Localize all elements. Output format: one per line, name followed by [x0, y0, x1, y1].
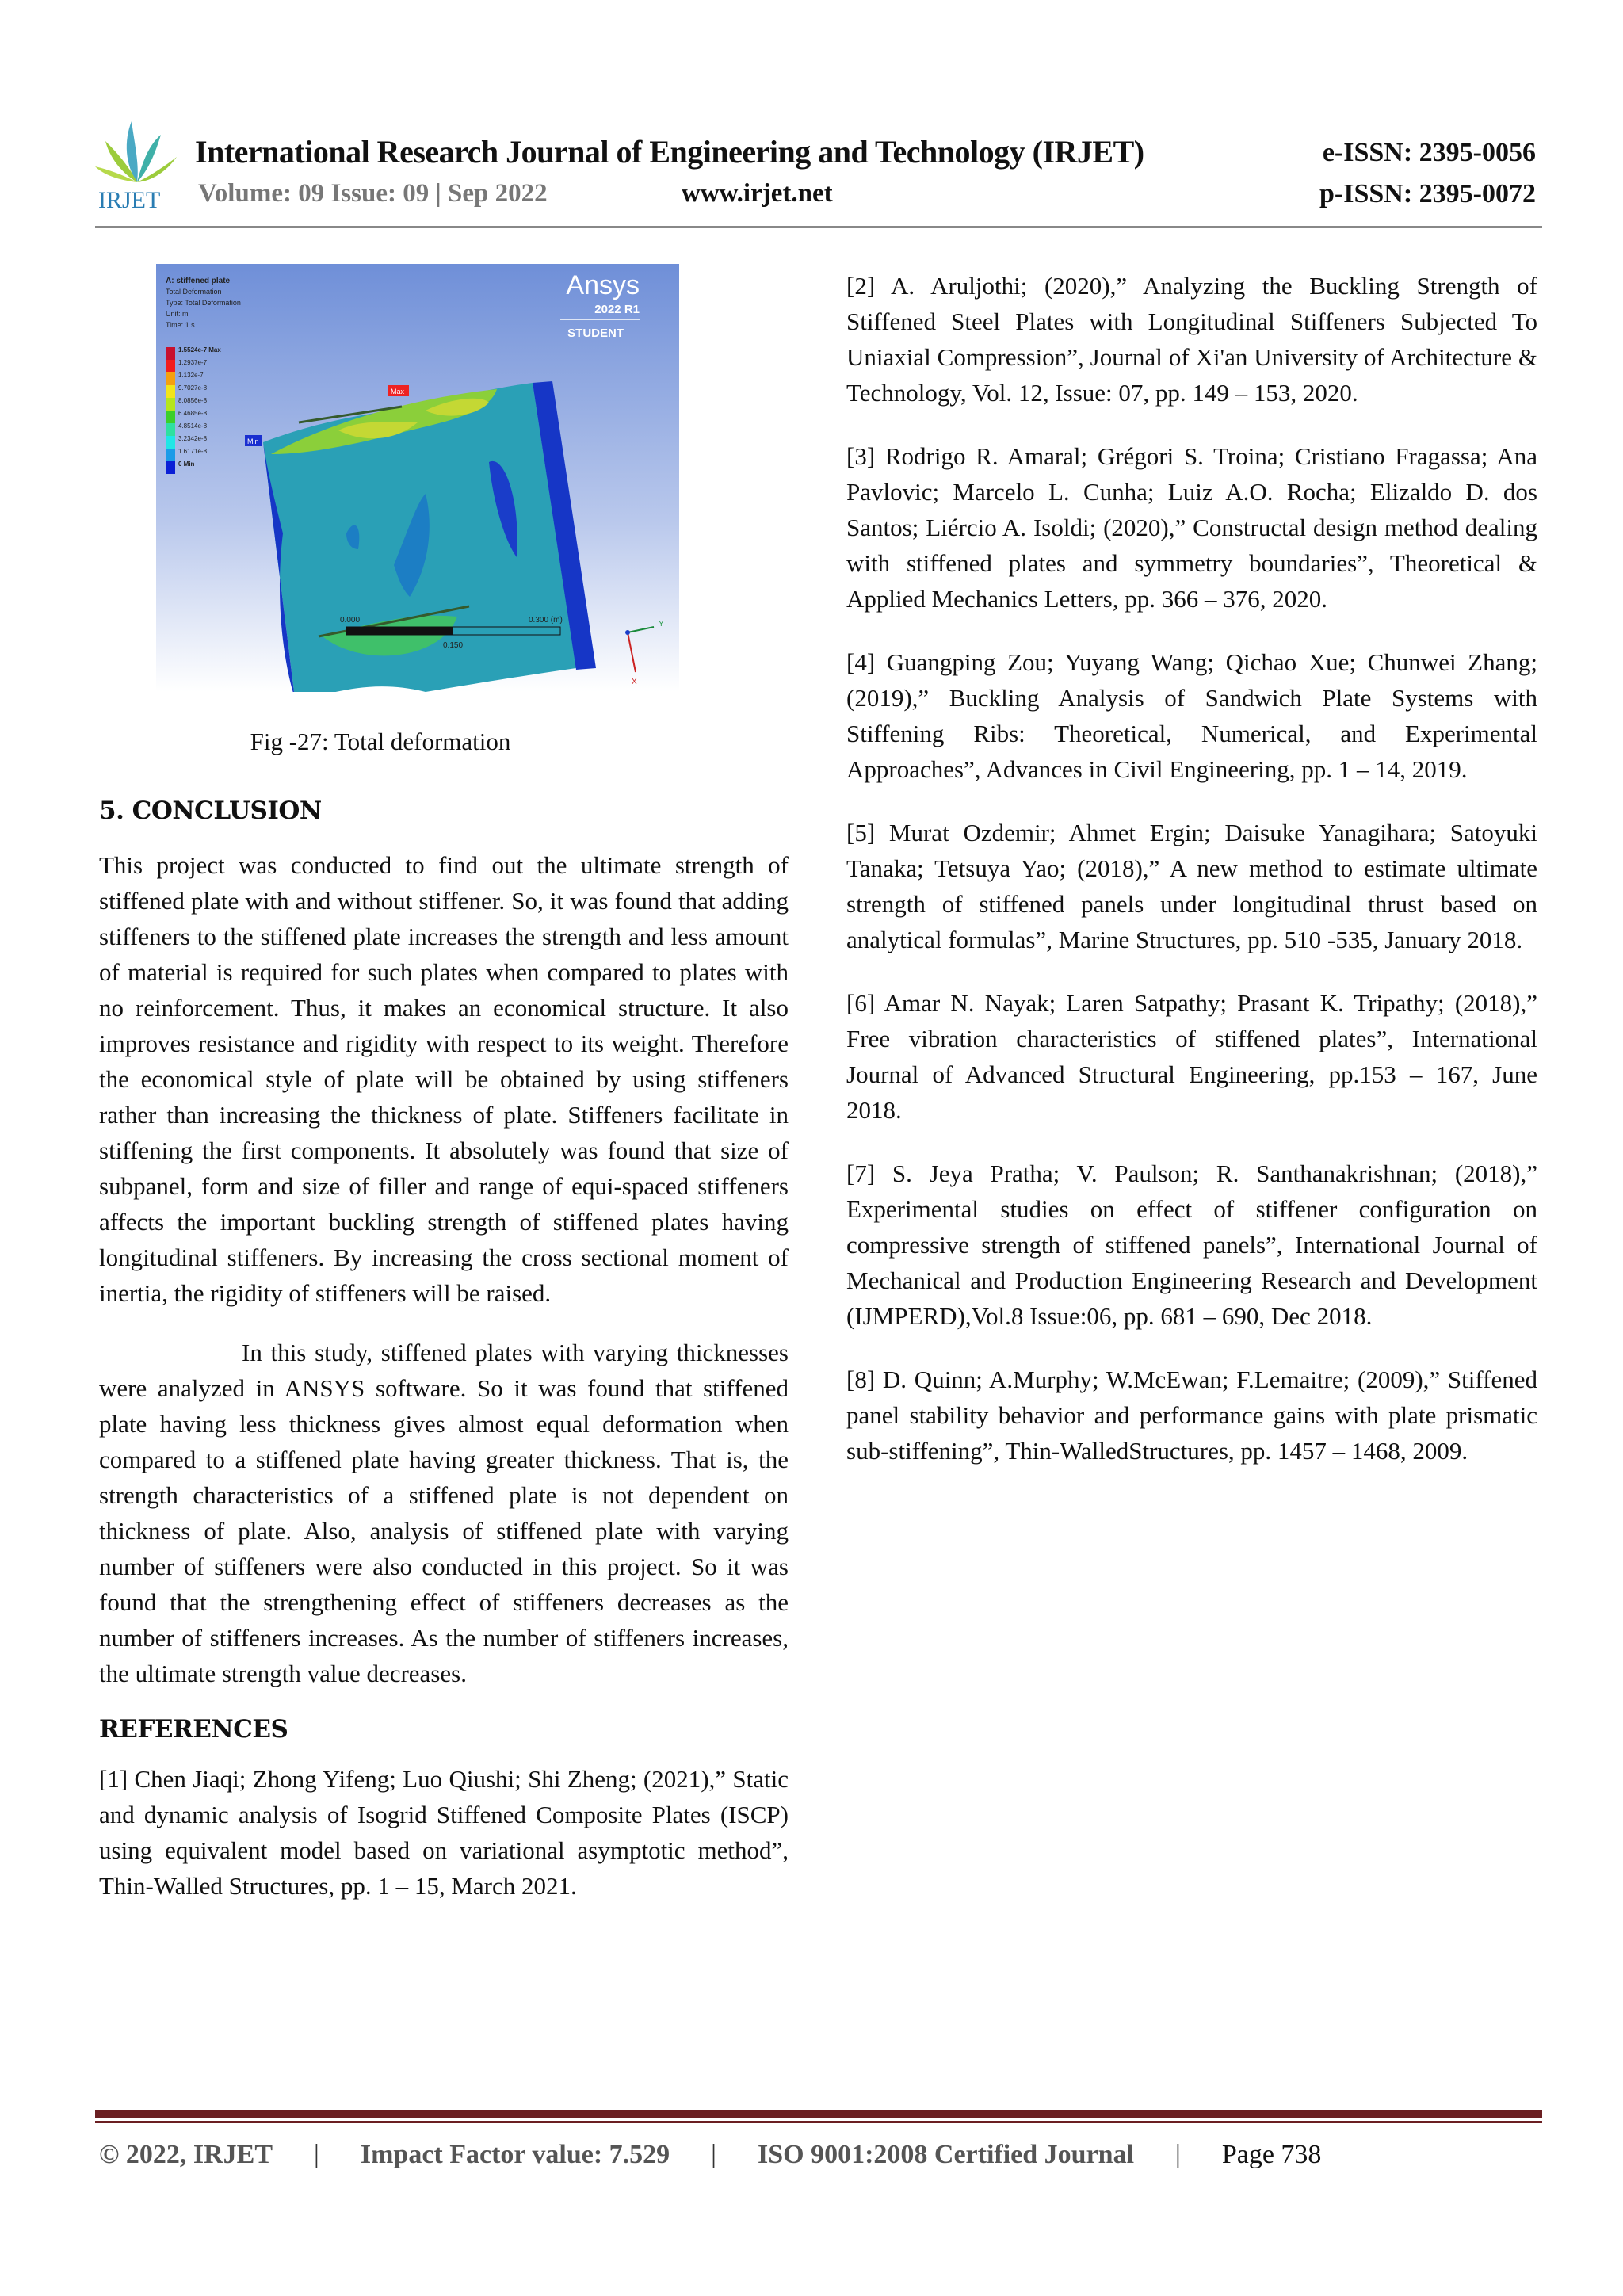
legend-swatch [166, 436, 175, 449]
legend-label: 8.0856e-8 [178, 397, 208, 404]
legend-label: 6.4685e-8 [178, 410, 208, 417]
footer-separator: | [314, 2140, 319, 2169]
reference-item: [8] D. Quinn; A.Murphy; W.McEwan; F.Lemaitre; (2009),” Stiffened panel stability behavior and performance gains with plate prismatic sub-stiffening”, Thin-WalledStructures, pp. 1457 – 1468, 2009. [846, 1366, 1537, 1465]
legend-swatch [166, 411, 175, 423]
logo-text: IRJET [98, 187, 161, 212]
copyright: © 2022, IRJET [99, 2140, 273, 2169]
svg-text:Max: Max [391, 388, 405, 395]
result-time: Time: 1 s [166, 321, 195, 329]
svg-text:X: X [632, 678, 637, 686]
reference-item: [3] Rodrigo R. Amaral; Grégori S. Troina; Cristiano Fragassa; Ana Pavlovic; Marcelo L. Cunha; Luiz A.O. Rocha; Elizaldo D. dos Santos; Liércio A. Isoldi; (2020),” Constructal design method dealing with stiffened plates and symmetry boundaries”, Theoretical & Applied Mechanics Letters, pp. 366 – 376, 2020. [846, 442, 1537, 613]
reference-item: [2] A. Aruljothi; (2020),” Analyzing the Buckling Strength of Stiffened Steel Plates with Longitudinal Stiffeners Subjected To Uniaxial Compression”, Journal of Xi'an University of Architecture & Technology, Vol. 12, Issue: 07, pp. 149 – 153, 2020. [846, 272, 1537, 407]
legend-label: 4.8514e-8 [178, 422, 208, 430]
result-name: Total Deformation [166, 288, 222, 296]
ansys-version: 2022 R1 [594, 303, 640, 316]
reference-item: [1] Chen Jiaqi; Zhong Yifeng; Luo Qiushi; Shi Zheng; (2021),” Static and dynamic analysis of Isogrid Stiffened Composite Plates (ISCP) using equivalent model based on variational asymptotic method”, Thin-Walled Structures, pp. 1 – 15, March 2021. [99, 1765, 789, 1900]
page-number: Page 738 [1221, 2140, 1322, 2169]
max-marker [388, 385, 409, 396]
legend-label: 9.7027e-8 [178, 384, 208, 392]
conclusion-heading: 5. CONCLUSION [99, 797, 322, 825]
footer [99, 2140, 1533, 2170]
legend-swatch [166, 449, 175, 461]
legend-swatch [166, 423, 175, 436]
legend-label: 1.5524e-7 Max [178, 346, 221, 353]
svg-text:0.300 (m): 0.300 (m) [529, 616, 563, 625]
reference-item: [7] S. Jeya Pratha; V. Paulson; R. Santhanakrishnan; (2018),” Experimental studies on effect of stiffener configuration on compressive strength of stiffened panels”, International Journal of Mechanical and Production Engineering Research and Development (IJMPERD),Vol.8 Issue:06, pp. 681 – 690, Dec 2018. [846, 1159, 1537, 1330]
ansys-brand: Ansys [566, 270, 640, 300]
svg-text:Min: Min [247, 437, 259, 445]
legend-label: 1.132e-7 [178, 372, 204, 379]
legend-swatch [166, 398, 175, 411]
svg-text:0.000: 0.000 [340, 616, 361, 625]
legend-label: 0 Min [178, 460, 195, 468]
footer-separator: | [711, 2140, 716, 2169]
impact-factor: Impact Factor value: 7.529 [360, 2140, 670, 2169]
reference-item: [5] Murat Ozdemir; Ahmet Ergin; Daisuke Yanagihara; Satoyuki Tanaka; Tetsuya Yao; (2018),” A new method to estimate ultimate strength of stiffened panels under longitudinal thrust based on analytical formulas”, Marine Structures, pp. 510 -535, January 2018. [846, 819, 1537, 953]
irjet-logo [94, 117, 181, 212]
legend-swatch [166, 461, 175, 474]
ansys-edition: STUDENT [567, 327, 624, 340]
iso-certification: ISO 9001:2008 Certified Journal [757, 2140, 1135, 2169]
conclusion-body [99, 847, 789, 1691]
result-unit: Unit: m [166, 310, 189, 318]
reference-item: [4] Guangping Zou; Yuyang Wang; Qichao Xue; Chunwei Zhang; (2019),” Buckling Analysis of Sandwich Plate Systems with Stiffening Ribs: Theoretical, Numerical, and Experimental Approaches”, Advances in Civil Engineering, pp. 1 – 14, 2019. [846, 648, 1537, 783]
legend-label: 1.2937e-7 [178, 359, 208, 366]
result-type: Type: Total Deformation [166, 299, 241, 307]
reference-item: [6] Amar N. Nayak; Laren Satpathy; Prasant K. Tripathy; (2018),” Free vibration characteristics of stiffened plates”, International Journal of Advanced Structural Engineering, pp.153 – 167, June 2018. [846, 989, 1537, 1124]
footer-rule [95, 2110, 1542, 2118]
logo-leaves-icon [95, 121, 177, 182]
website-link[interactable]: www.irjet.net [682, 179, 833, 208]
legend-swatch [166, 360, 175, 372]
conclusion-paragraph: In this study, stiffened plates with varying thicknesses were analyzed in ANSYS software. So it was found that stiffened plate having less thickness gives almost equal deformation when compared to a stiffened plate having greater thickness. That is, the strength characteristics of a stiffened plate is not dependent on thickness of plate. Also, analysis of stiffened plate with varying number of stiffeners were also conducted in this project. So it was found that the strengthening effect of stiffeners decreases as the number of stiffeners increases. As the number of stiffeners increases, the ultimate strength value decreases. [99, 1339, 789, 1687]
legend-swatch [166, 372, 175, 385]
legend-label: 1.6171e-8 [178, 448, 208, 455]
p-issn: p-ISSN: 2395-0072 [1319, 179, 1536, 208]
footer-separator: | [1175, 2140, 1181, 2169]
conclusion-paragraph: This project was conducted to find out the ultimate strength of stiffened plate with and without stiffener. So, it was found that adding stiffeners to the stiffened plate increases the strength and less amount of material is required for such plates when compared to plates with no reinforcement. Thus, it makes an economical structure. It also improves resistance and rigidity with respect to its weight. Therefore the economical style of plate will be obtained by using stiffeners rather than increasing the thickness of plate. Stiffeners facilitate in stiffening the first components. It absolutely was found that size of subpanel, form and size of filler and range of equi-spaced stiffeners affects the important buckling strength of stiffened plates having longitudinal stiffeners. By increasing the cross sectional moment of inertia, the rigidity of stiffeners will be raised. [99, 851, 789, 1307]
ansys-deformation-figure [156, 264, 687, 692]
min-marker [245, 435, 262, 446]
header-divider [95, 226, 1542, 228]
svg-text:Y: Y [659, 620, 664, 628]
e-issn: e-ISSN: 2395-0056 [1322, 138, 1536, 167]
model-name: A: stiffened plate [166, 277, 231, 285]
left-column [99, 797, 789, 1904]
journal-title: International Research Journal of Engineering and Technology (IRJET) [195, 134, 1144, 170]
footer-rule-thin [95, 2121, 1542, 2123]
svg-text:0.150: 0.150 [443, 641, 464, 650]
figure-caption: Fig -27: Total deformation [250, 728, 511, 755]
references-heading: REFERENCES [99, 1715, 288, 1744]
references-column [846, 268, 1537, 1496]
deformed-plate [263, 381, 596, 692]
volume-issue: Volume: 09 Issue: 09 | Sep 2022 [198, 179, 548, 208]
legend-label: 3.2342e-8 [178, 435, 208, 442]
legend-swatch [166, 385, 175, 398]
legend-swatch [166, 347, 175, 360]
